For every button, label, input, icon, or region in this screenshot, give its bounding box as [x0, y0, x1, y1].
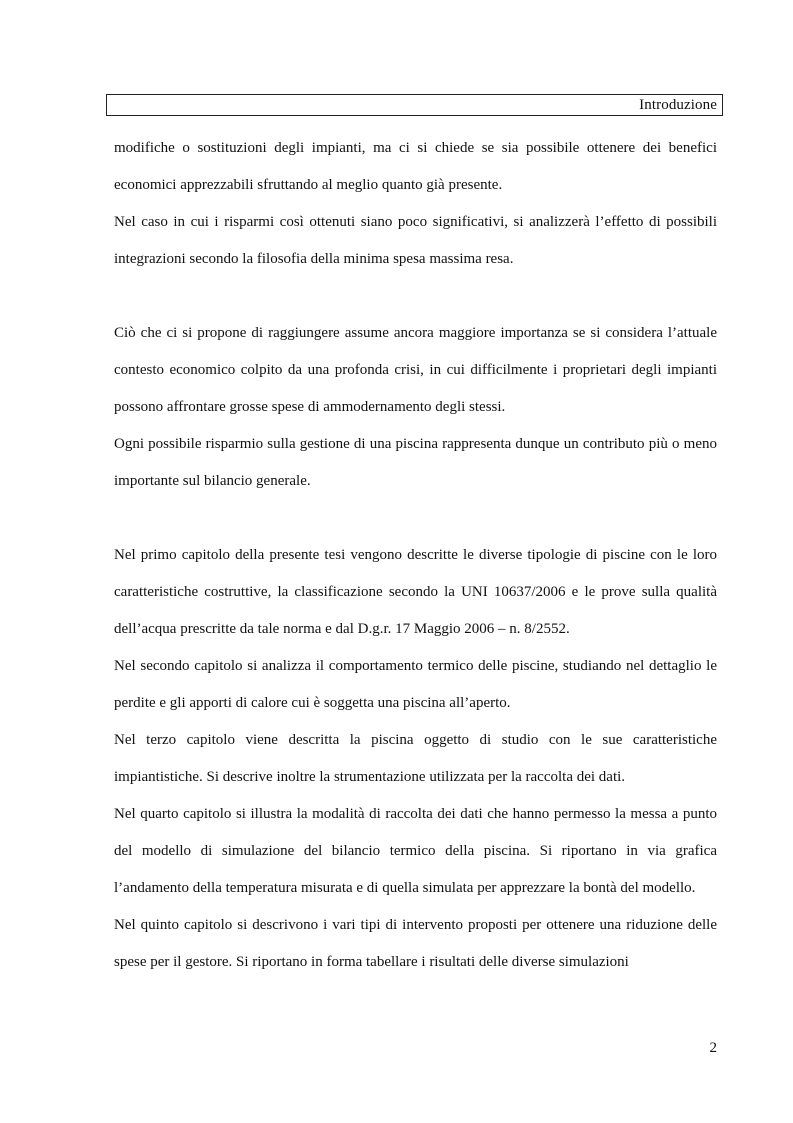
paragraph: Nel caso in cui i risparmi così ottenuti siano poco significativi, si analizzerà l’effetto di possibili integrazioni secondo la filosofia della minima spesa massima resa.	[114, 214, 717, 267]
paragraph: Nel quinto capitolo si descrivono i vari tipi di intervento proposti per ottenere una riduzione delle spese per il gestore. Si riportano in forma tabellare i risultati delle diverse simulazioni	[114, 917, 717, 970]
paragraph: Ciò che ci si propone di raggiungere assume ancora maggiore importanza se si considera l’attuale contesto economico colpito da una profonda crisi, in cui difficilmente i proprietari degli impianti possono affrontare grosse spese di ammodernamento degli stessi.	[114, 325, 717, 415]
paragraph-spacer	[114, 500, 717, 537]
running-header	[106, 94, 723, 116]
paragraph: Nel quarto capitolo si illustra la modalità di raccolta dei dati che hanno permesso la messa a punto del modello di simulazione del bilancio termico della piscina. Si riportano in via grafica l’andamento della temperatura misurata e di quella simulata per apprezzare la bontà del modello.	[114, 806, 717, 896]
page-number: 2	[709, 1040, 717, 1056]
header-title: Introduzione	[639, 97, 717, 113]
paragraph: Nel terzo capitolo viene descritta la piscina oggetto di studio con le sue caratteristiche impiantistiche. Si descrive inoltre la strumentazione utilizzata per la raccolta dei dati.	[114, 732, 717, 785]
paragraph: modifiche o sostituzioni degli impianti, ma ci si chiede se sia possibile ottenere dei benefici economici apprezzabili sfruttando al meglio quanto già presente.	[114, 140, 717, 193]
paragraph: Nel primo capitolo della presente tesi vengono descritte le diverse tipologie di piscine con le loro caratteristiche costruttive, la classificazione secondo la UNI 10637/2006 e le prove sulla qualità dell’acqua prescritte da tale norma e dal D.g.r. 17 Maggio 2006 – n. 8/2552.	[114, 547, 717, 637]
paragraph: Nel secondo capitolo si analizza il comportamento termico delle piscine, studiando nel dettaglio le perdite e gli apporti di calore cui è soggetta una piscina all’aperto.	[114, 658, 717, 711]
paragraph: Ogni possibile risparmio sulla gestione di una piscina rappresenta dunque un contributo più o meno importante sul bilancio generale.	[114, 436, 717, 489]
paragraph-spacer	[114, 278, 717, 315]
page-body	[114, 130, 717, 981]
